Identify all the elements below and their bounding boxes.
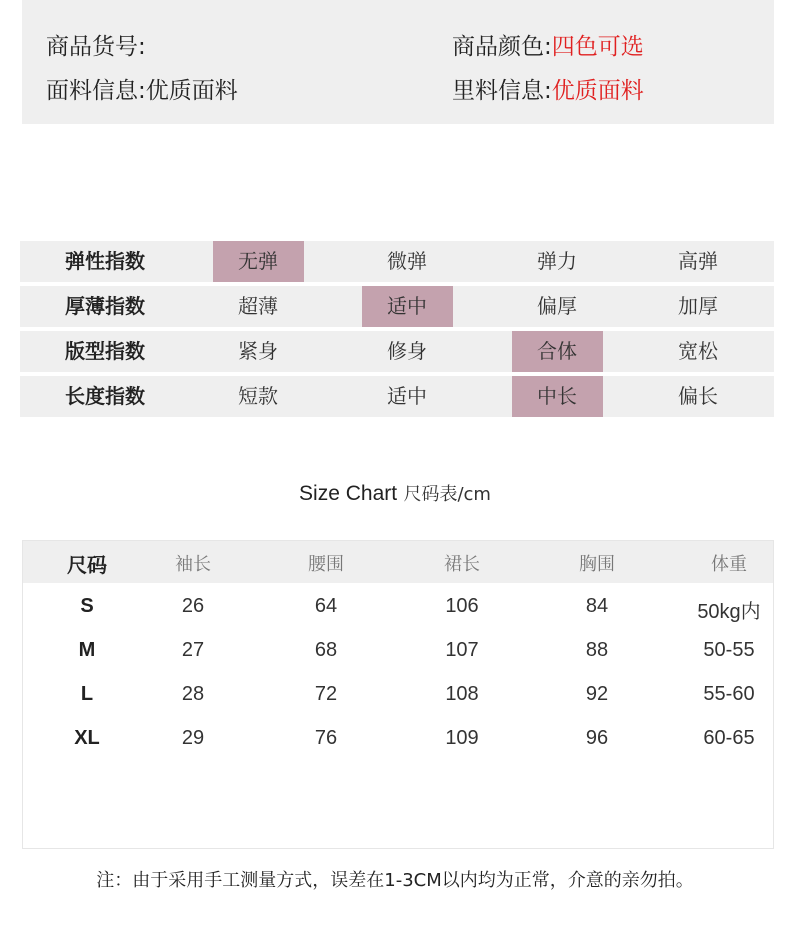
property-option: 加厚 (678, 294, 718, 318)
size-cell: 27 (181, 639, 205, 661)
size-header-cell: 裙长 (444, 554, 480, 575)
size-cell: 76 (314, 727, 338, 749)
property-option: 微弹 (387, 249, 427, 273)
size-cell: XL (74, 727, 100, 749)
property-option: 偏长 (678, 384, 718, 408)
size-header-cell: 袖长 (175, 554, 211, 575)
size-cell: 68 (314, 639, 338, 661)
size-cell: L (80, 683, 94, 705)
property-option-selected: 中长 (512, 376, 603, 417)
property-option: 高弹 (678, 249, 718, 273)
fabric-info (46, 72, 238, 105)
size-chart-title (0, 480, 790, 506)
size-cell: 88 (585, 639, 609, 661)
property-option: 短款 (238, 384, 278, 408)
fabric-value: 优质面料 (145, 78, 238, 104)
size-chart-table (22, 540, 774, 849)
property-row (20, 376, 774, 417)
size-cell: 108 (445, 683, 479, 705)
size-cell: 109 (445, 727, 479, 749)
size-header-cell: 胸围 (579, 554, 615, 575)
size-cell: 106 (445, 595, 479, 617)
size-cell: 50-55 (703, 639, 755, 661)
size-cell: 72 (314, 683, 338, 705)
size-header-cell: 体重 (711, 554, 747, 575)
size-cell: 64 (314, 595, 338, 617)
property-option: 修身 (387, 339, 427, 363)
size-chart-title-en: Size Chart (299, 482, 398, 505)
color-value: 四色可选 (551, 34, 644, 60)
property-option: 偏厚 (537, 294, 577, 318)
property-row (20, 286, 774, 327)
measurement-note: 注：由于采用手工测量方式，误差在1-3CM以内均为正常，介意的亲勿拍。 (96, 870, 694, 891)
property-option: 超薄 (238, 294, 278, 318)
size-cell: 92 (585, 683, 609, 705)
size-cell: 26 (181, 595, 205, 617)
property-row (20, 331, 774, 372)
property-label: 长度指数 (65, 384, 145, 408)
property-label: 版型指数 (65, 339, 145, 363)
property-option: 宽松 (678, 339, 718, 363)
color-label: 商品颜色: (452, 34, 552, 60)
property-label: 厚薄指数 (65, 294, 145, 318)
item-number-label: 商品货号: (46, 34, 146, 60)
size-header-cell: 尺码 (67, 553, 107, 577)
size-cell: 55-60 (703, 683, 755, 705)
size-chart-title-zh: 尺码表/cm (403, 484, 491, 505)
size-cell: 60-65 (703, 727, 755, 749)
size-cell: 96 (585, 727, 609, 749)
size-cell: 28 (181, 683, 205, 705)
property-option-selected: 适中 (362, 286, 453, 327)
size-cell: M (78, 639, 96, 661)
color-info (452, 28, 644, 61)
lining-label: 里料信息: (452, 78, 552, 104)
size-cell: 107 (445, 639, 479, 661)
size-cell: S (80, 595, 94, 617)
lining-info (452, 72, 644, 105)
property-label: 弹性指数 (65, 249, 145, 273)
property-option-selected: 无弹 (213, 241, 304, 282)
property-option: 适中 (387, 384, 427, 408)
property-option-selected: 合体 (512, 331, 603, 372)
size-cell: 50kg内 (697, 601, 761, 623)
property-index-table (20, 241, 774, 421)
size-cell: 84 (585, 595, 609, 617)
product-info-panel (22, 0, 774, 124)
lining-value: 优质面料 (551, 78, 644, 104)
size-header-cell: 腰围 (308, 554, 344, 575)
property-option: 弹力 (537, 249, 577, 273)
property-option: 紧身 (238, 339, 278, 363)
fabric-label: 面料信息: (46, 78, 146, 104)
property-row (20, 241, 774, 282)
size-cell: 29 (181, 727, 205, 749)
